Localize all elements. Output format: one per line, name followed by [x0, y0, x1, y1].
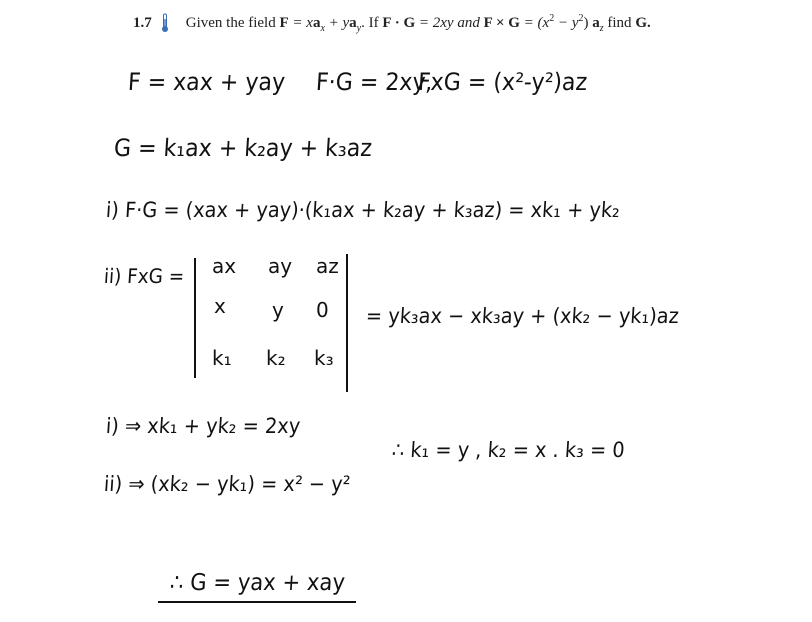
dot-product-step: i) F·G = (xax + yay)·(k₁ax + k₂ay + k₃az) = xk₁ + yk₂	[105, 198, 621, 222]
det-cell: k₃	[314, 346, 334, 370]
determinant-left-bar	[194, 258, 196, 378]
equation-i: i) ⇒ xk₁ + yk₂ = 2xy	[105, 414, 301, 438]
problem-number: 1.7	[133, 14, 152, 31]
given-F: F = xax + yay	[127, 68, 287, 96]
det-cell: k₂	[266, 346, 286, 370]
problem-statement	[133, 10, 793, 36]
given-FdotG: F·G = 2xy,	[315, 68, 434, 96]
det-cell: x	[214, 294, 226, 318]
det-cell: az	[316, 254, 339, 278]
k-values: ∴ k₁ = y , k₂ = x . k₃ = 0	[391, 438, 626, 462]
answer-underline	[158, 601, 356, 603]
final-answer: ∴ G = yax + xay	[169, 570, 346, 596]
cross-product-result: = yk₃ax − xk₃ay + (xk₂ − yk₁)az	[365, 304, 680, 328]
given-FxG: FxG = (x²-y²)az	[417, 68, 589, 96]
det-cell: 0	[316, 298, 329, 322]
det-cell: k₁	[212, 346, 232, 370]
det-cell: y	[272, 298, 284, 322]
thermometer-icon	[160, 13, 170, 33]
G-general-form: G = k₁ax + k₂ay + k₃az	[113, 134, 373, 162]
problem-text: Given the field $F = xa_x + ya_y$. If F · G = 2xy and $F \times G = (x^2 - y^2)$ $a_z$ find G.	[185, 12, 651, 34]
det-cell: ay	[268, 254, 293, 278]
determinant-right-bar	[346, 254, 348, 392]
det-cell: ax	[212, 254, 237, 278]
cross-product-label: ii) FxG =	[103, 264, 186, 288]
equation-ii: ii) ⇒ (xk₂ − yk₁) = x² − y²	[103, 472, 352, 496]
